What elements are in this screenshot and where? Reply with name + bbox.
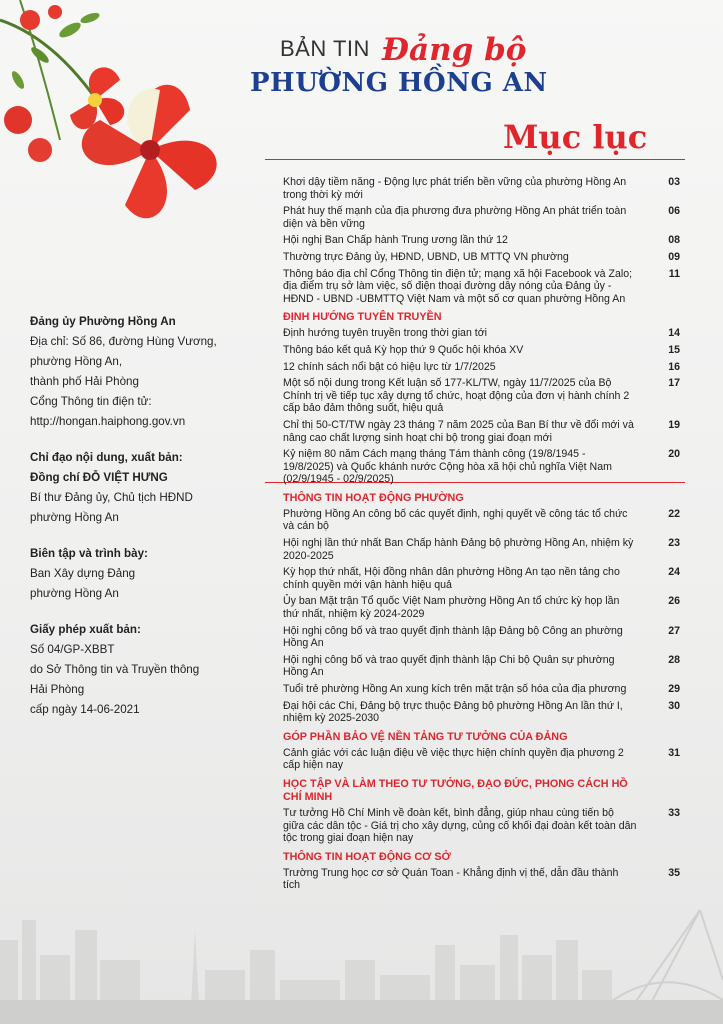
flamboyant-flower-illustration (0, 0, 240, 250)
toc-entry[interactable] (283, 176, 680, 201)
toc-entry-page: 35 (668, 866, 680, 879)
masthead-title-red: Đảng bộ (381, 32, 527, 68)
toc-entry-page: 15 (668, 343, 680, 356)
license-line: Hải Phòng (30, 683, 85, 696)
toc-entry-page: 06 (668, 205, 680, 218)
toc-entry-title: Hội nghị lần thứ nhất Ban Chấp hành Đảng bộ phường Hồng An, nhiệm kỳ 2020-2025 (283, 537, 634, 562)
toc-entry-page: 27 (668, 624, 680, 637)
toc-entry-title: Phát huy thế mạnh của địa phương đưa phường Hồng An phát triển toàn diện và bền vững (283, 205, 627, 230)
toc-entry-page: 29 (668, 683, 680, 695)
section-heading-table-of-contents: Mục lục (503, 118, 648, 156)
toc-entry-page: 19 (668, 418, 680, 431)
toc-entry-title: Thông báo kết quả Kỳ họp thứ 9 Quốc hội khóa XV (283, 343, 524, 356)
toc-entry-title: Khơi dậy tiềm năng - Động lực phát triển bền vững của phường Hồng An trong thời kỳ mới (283, 176, 627, 201)
toc-entry-page: 24 (668, 566, 680, 579)
toc-entry-page: 11 (668, 267, 680, 280)
toc-entry-title: Hội nghị công bố và trao quyết định thành lập Chi bộ Quân sự phường Hồng An (283, 653, 615, 679)
toc-entry[interactable] (283, 327, 680, 340)
toc-entry-title: Ủy ban Mặt trận Tổ quốc Việt Nam phường Hồng An tổ chức kỳ họp lần thứ nhất, nhiệm kỳ 2024-2029 (283, 595, 620, 621)
toc-entry-page: 09 (668, 250, 680, 263)
toc-entry-page: 31 (668, 746, 680, 759)
toc-section-heading: THÔNG TIN HOẠT ĐỘNG CƠ SỞ (283, 850, 451, 863)
toc-entry[interactable] (283, 234, 680, 247)
toc-entry[interactable] (283, 683, 680, 696)
toc-entry[interactable] (283, 625, 680, 650)
org-name: Đảng ủy Phường Hồng An (30, 315, 176, 328)
city-skyline-illustration (0, 900, 723, 1024)
toc-entry-page: 30 (668, 699, 680, 712)
toc-entry-page: 16 (668, 360, 680, 373)
license-label: Giấy phép xuất bản: (30, 623, 141, 636)
editor-label: Biên tập và trình bày: (30, 547, 148, 560)
toc-entry-title: Đại hội các Chi, Đảng bộ trực thuộc Đảng bộ phường Hồng An lần thứ I, nhiệm kỳ 2025-2030 (283, 699, 623, 725)
toc-entry-page: 08 (668, 234, 680, 247)
toc-entry-title: Kỳ họp thứ nhất, Hội đồng nhân dân phường Hồng An tạo nền tảng cho chính quyền mới vận hành hiệu quả (283, 566, 620, 591)
toc-entry-page: 23 (668, 537, 680, 550)
toc-entry-title: Kỷ niệm 80 năm Cách mạng tháng Tám thành công (19/8/1945 - 19/8/2025) và Quốc khánh nước Cộng hòa xã hội chủ nghĩa Việt Nam (02/9/1945 - 02/9/2025) (283, 448, 612, 486)
address-line: Địa chỉ: Số 86, đường Hùng Vương, (30, 335, 217, 348)
toc-entry-page: 14 (668, 327, 680, 340)
toc-entry[interactable] (283, 205, 680, 230)
toc-section-heading: THÔNG TIN HOẠT ĐỘNG PHƯỜNG (283, 491, 464, 504)
toc-entry-title: Định hướng tuyên truyền trong thời gian tới (283, 327, 488, 340)
toc-entry[interactable] (283, 268, 680, 306)
toc-entry-title: Trường Trung học cơ sở Quán Toan - Khẳng định vị thế, dẫn đầu thành tích (283, 866, 619, 892)
toc-entry-title: Tư tưởng Hồ Chí Minh về đoàn kết, bình đẳng, giúp nhau cùng tiến bộ giữa các dân tộc - Giá trị cho xây dựng, củng cố khối đại đoàn kết toàn dân tộc trong giai đoạn hiện nay (283, 806, 637, 845)
toc-entry[interactable] (283, 508, 680, 533)
toc-entry[interactable] (283, 807, 680, 845)
toc-entry[interactable] (283, 654, 680, 679)
portal-label: Cổng Thông tin điện tử: (30, 395, 152, 408)
director-label: Chỉ đạo nội dung, xuất bản: (30, 451, 183, 464)
toc-entry-title: Thông báo địa chỉ Cổng Thông tin điện tử; mạng xã hội Facebook và Zalo; địa điểm trụ sở làm việc, số điện thoại đường dây nóng của Đảng ủy - HĐND - UBND -UBMTTQ Việt Nam và một số cơ quan phường Hồng An (283, 267, 633, 305)
toc-entry[interactable] (283, 419, 680, 444)
toc-entry-title: Một số nội dung trong Kết luận số 177-KL/TW, ngày 11/7/2025 của Bộ Chính trị về tiếp tục xây dựng tổ chức, hoạt động của đơn vị hành chính 2 cấp bảo đảm thông suốt, hiệu quả (283, 377, 630, 415)
toc-entry-page: 17 (668, 377, 680, 390)
masthead (250, 32, 580, 98)
toc-entry[interactable] (283, 595, 680, 620)
masthead-pre-title: BẢN TIN (280, 36, 370, 61)
license-line: do Sở Thông tin và Truyền thông (30, 663, 200, 676)
toc-section-heading: GÓP PHẦN BẢO VỆ NỀN TẢNG TƯ TƯỞNG CỦA ĐẢNG (283, 730, 568, 743)
toc-entry[interactable] (283, 700, 680, 725)
director-name: Đồng chí ĐỖ VIỆT HƯNG (30, 471, 168, 484)
director-role: phường Hồng An (30, 511, 119, 524)
toc-entry-page: 28 (668, 653, 680, 666)
toc-entry-title: Hội nghị công bố và trao quyết định thành lập Đảng bộ Công an phường Hồng An (283, 624, 623, 650)
table-of-contents (283, 176, 680, 896)
toc-entry-title: 12 chính sách nổi bật có hiệu lực từ 1/7/2025 (283, 360, 496, 373)
address-line: phường Hồng An, (30, 355, 123, 368)
toc-entry-page: 20 (668, 448, 680, 461)
toc-entry-title: Thường trực Đảng ủy, HĐND, UBND, UB MTTQ VN phường (283, 250, 569, 263)
portal-url-link[interactable]: http://hongan.haiphong.gov.vn (30, 415, 186, 428)
toc-entry-title: Chỉ thị 50-CT/TW ngày 23 tháng 7 năm 2025 của Ban Bí thư về đổi mới và nâng cao chất lượng sinh hoạt chi bộ trong giai đoạn mới (283, 418, 634, 444)
divider (265, 159, 685, 160)
editor-line: Ban Xây dựng Đảng (30, 567, 136, 580)
license-line: cấp ngày 14-06-2021 (30, 703, 140, 716)
toc-entry-title: Tuổi trẻ phường Hồng An xung kích trên mặt trận số hóa của địa phương (283, 683, 627, 695)
toc-entry-page: 22 (668, 507, 680, 520)
toc-entry-page: 33 (668, 806, 680, 819)
toc-entry[interactable] (283, 566, 680, 591)
publication-info (30, 312, 260, 736)
toc-entry[interactable] (283, 251, 680, 264)
toc-entry[interactable] (283, 448, 680, 486)
toc-entry[interactable] (283, 867, 680, 892)
toc-entry[interactable] (283, 361, 680, 374)
license-line: Số 04/GP-XBBT (30, 643, 115, 656)
toc-entry-title: Phường Hồng An công bố các quyết định, nghị quyết về công tác tổ chức và cán bộ (283, 507, 628, 533)
toc-entry[interactable] (283, 537, 680, 562)
toc-entry[interactable] (283, 377, 680, 415)
toc-entry-page: 26 (668, 595, 680, 608)
editor-line: phường Hồng An (30, 587, 119, 600)
toc-section-heading: HỌC TẬP VÀ LÀM THEO TƯ TƯỞNG, ĐẠO ĐỨC, PHONG CÁCH HỒ CHÍ MINH (283, 777, 628, 803)
director-role: Bí thư Đảng ủy, Chủ tịch HĐND (30, 491, 193, 504)
toc-section-heading: ĐỊNH HƯỚNG TUYÊN TRUYỀN (283, 311, 442, 324)
toc-entry[interactable] (283, 747, 680, 772)
toc-entry-title: Hội nghị Ban Chấp hành Trung ương lần thứ 12 (283, 234, 508, 247)
address-line: thành phố Hải Phòng (30, 375, 139, 388)
toc-entry-title: Cảnh giác với các luận điệu về việc thực hiện chính quyền địa phương 2 cấp hiện nay (283, 746, 624, 772)
toc-entry-page: 03 (668, 176, 680, 188)
toc-entry[interactable] (283, 344, 680, 357)
masthead-title-blue: PHƯỜNG HỒNG AN (250, 68, 548, 98)
